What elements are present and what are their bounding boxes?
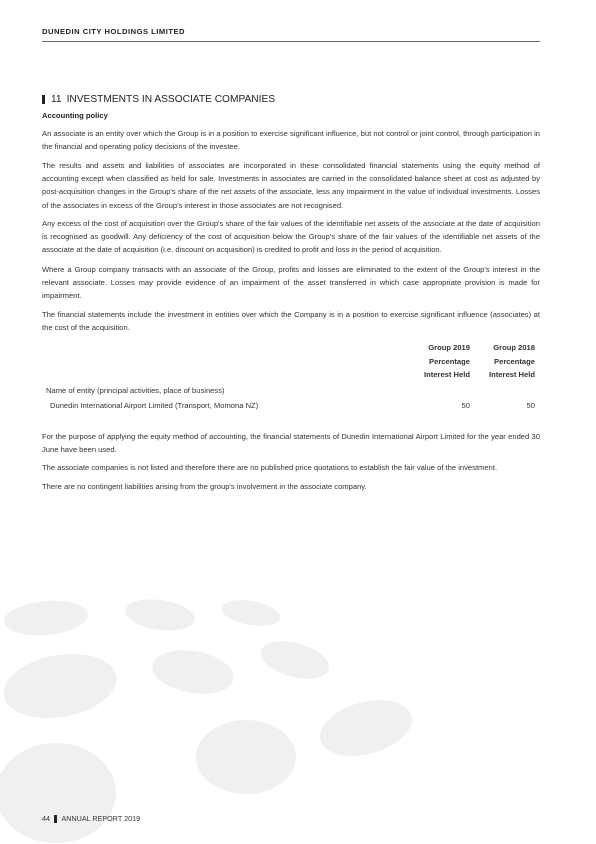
section-heading: [42, 94, 275, 105]
paragraph-equity-method-basis: For the purpose of applying the equity method of accounting, the financial statements of Dunedin International Airport Limited for the year ended 30 June have been used.: [42, 432, 540, 455]
heading-marker-icon: [42, 95, 45, 104]
table-row-header: Name of entity (principal activities, place of business): [46, 386, 225, 395]
decor-ellipse: [149, 644, 237, 700]
organization-name: DUNEDIN CITY HOLDINGS LIMITED: [42, 27, 186, 36]
paragraph-goodwill: Any excess of the cost of acquisition over the Group's share of the fair values of the identifiable net assets of the associate at the date of acquisition is recognised as goodwill. Any deficiency of the cost of acquisition below the Group's share of the fair values of the identifiable net assets of the associate at the date of acquisition (i.e. discount on acquisition) is credited to profit and loss in the period of acquisition.: [42, 219, 540, 255]
accounting-policy-subheading: Accounting policy: [42, 111, 108, 120]
footer-marker-icon: [54, 815, 57, 823]
decor-ellipse: [257, 635, 333, 686]
decor-ellipse: [196, 720, 296, 794]
table-row-entity: Dunedin International Airport Limited (Transport, Momona NZ): [50, 401, 259, 410]
column-header-group-2018: Group 2018 Percentage Interest Held: [489, 343, 535, 380]
table-cell-2018: 50: [526, 401, 535, 410]
paragraph-investment-cost: The financial statements include the investment in entities over which the Company is in a position to exercise significant influence (associates) at the cost of the acquisition.: [42, 310, 540, 333]
table-cell-2019: 50: [461, 401, 470, 410]
decor-ellipse: [0, 646, 122, 727]
decor-ellipse: [0, 743, 116, 843]
decor-ellipse: [123, 595, 196, 634]
decorative-background-ellipses: [0, 580, 596, 844]
paragraph-not-listed: The associate companies is not listed and therefore there are no published price quotations to establish the fair value of the investment.: [42, 463, 498, 472]
page-number: 44: [42, 814, 50, 823]
paragraph-associate-definition: An associate is an entity over which the Group is in a position to exercise significant influence, but not control or joint control, through participation in the financial and operating policy decisions of the investee.: [42, 129, 540, 152]
column-header-group-2019: Group 2019 Percentage Interest Held: [424, 343, 470, 380]
page-footer: [42, 814, 140, 823]
decor-ellipse: [3, 597, 90, 638]
paragraph-equity-method: The results and assets and liabilities of associates are incorporated in these consolidated financial statements using the equity method of accounting except when classified as held for sale. Investments in associates are carried in the consolidated balance sheet at cost as adjusted by post-acquisition changes in the Group's share of the net assets of the associate, less any impairment in the value of individual investments. Losses of the associates in excess of the Group's interest in those associates are not recognised.: [42, 161, 540, 210]
paragraph-transactions: Where a Group company transacts with an associate of the Group, profits and losses are eliminated to the extent of the Group's interest in the relevant associate. Losses may provide evidence of an impairment of the asset transferred in which case appropriate provision is made for impairment.: [42, 265, 540, 301]
section-title: INVESTMENTS IN ASSOCIATE COMPANIES: [66, 94, 276, 105]
decor-ellipse: [314, 691, 418, 766]
report-label: ANNUAL REPORT 2019: [61, 814, 141, 823]
decor-ellipse: [219, 596, 282, 630]
section-number: 11: [51, 94, 62, 105]
header-divider: [42, 41, 540, 42]
paragraph-contingent-liabilities: There are no contingent liabilities arising from the group's involvement in the associate company.: [42, 482, 367, 491]
